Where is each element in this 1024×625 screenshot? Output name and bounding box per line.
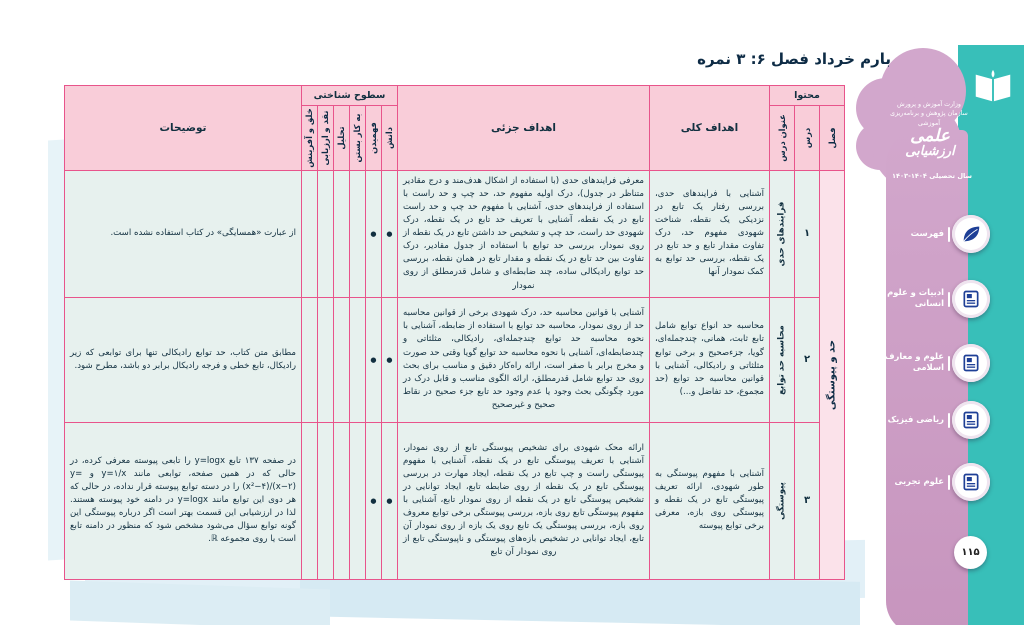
header-level-application: به کار بستن <box>349 106 365 171</box>
leaf-icon <box>960 223 982 245</box>
detailed-objectives-cell: ارائه محک شهودی برای تشخیص پیوستگی تابع از روی نمودار، آشنایی با تعریف پیوستگی تابع در یک نقطه، آشنایی با مفهوم پیوستگی راست و چپ تابع در یک نقطه، ایجاد مهارت در بررسی پیوستگی تابع در یک نقطه از روی ضابطه تابع، ایجاد توانایی در تشخیص پیوستگی تابع در یک نقطه از روی نمودار تابع، آشنایی با مفهوم پیوستگی تابع روی بازه، بررسی پیوستگی برخی توابع معروف روی بازه، بررسی پیوستگی یک تابع روی یک بازه از روی نمودار آن تابع، ایجاد توانایی در تشخیص بازه‌های پیوستگی و ناپیوستگی تابع از روی نمودار آن تابع <box>397 422 649 579</box>
level-dot-cell: ● <box>365 297 381 422</box>
curriculum-table <box>64 85 845 580</box>
book-icon <box>961 353 981 373</box>
level-dot-cell: ● <box>381 422 397 579</box>
academic-year: سال تحصیلی ۱۴۰۴-۱۴۰۳ <box>891 172 973 180</box>
header-level-creation: خلق و آفرینش <box>301 106 317 171</box>
lesson-number-cell: ۱ <box>795 171 820 298</box>
header-cognitive-group: سطوح شناختی <box>301 86 397 106</box>
math-physics-button[interactable] <box>952 401 990 439</box>
lesson-title-cell: محاسبه حد توابع <box>769 297 794 422</box>
experimental-sciences-button[interactable] <box>952 463 990 501</box>
level-dot-cell <box>317 422 333 579</box>
label-tick <box>948 356 951 371</box>
ministry-line1: وزارت آموزش و پرورش <box>897 101 961 108</box>
humanities-button[interactable] <box>952 280 990 318</box>
lesson-title-cell: پیوستگی <box>769 422 794 579</box>
header-notes: توضیحات <box>64 86 301 171</box>
level-dot-cell: ● <box>381 171 397 298</box>
label-tick <box>948 475 951 490</box>
label-tick <box>948 292 951 307</box>
detailed-objectives-cell: معرفی فرایندهای حدی (با استفاده از اشکال هدف‌مند و درج مقادیر متناظر در جدول)، درک اولیه مفهوم حد، حد چپ و حد راست با استفاده از فرایندهای حدی، آشنایی با مفهوم حد چپ و حد راست تابع در یک نقطه، آشنایی با تعریف حد تابع در یک نقطه، درک شهودی حد راست، حد چپ و تشخیص حد داشتن تابع در یک نقطه از روی نمودار، بررسی حد توابع با استفاده از جدول مقادیر، درک تفاوت بین حد تابع در یک نقطه و مقدار تابع در همان نقطه، بررسی حد توابع رادیکالی ساده، چند ضابطه‌ای و شامل قدرمطلق از روی نمودار <box>397 171 649 298</box>
header-level-evaluation: نقد و ارزیابی <box>317 106 333 171</box>
level-dot-cell: ● <box>381 297 397 422</box>
header-general-objectives: اهداف کلی <box>649 86 769 171</box>
label-tick <box>948 227 951 242</box>
header-level-analysis: تحلیل <box>333 106 349 171</box>
ministry-line2: سازمان پژوهش و برنامه‌ریزی آموزشی <box>890 110 968 127</box>
level-dot-cell <box>301 171 317 298</box>
sidebar-item-label: فهرست <box>910 228 944 238</box>
book-icon <box>961 289 981 309</box>
header-level-knowledge: دانش <box>381 106 397 171</box>
notes-cell: مطابق متن کتاب، حد توابع رادیکالی تنها برای توابعی که زیر رادیکال، تابع خطی و فرجه رادیکال برابر دو باشد، مطرح شود. <box>64 297 301 422</box>
sidebar-item-label: علوم تجربی <box>894 476 944 486</box>
header-lesson: درس <box>795 106 820 171</box>
lesson-number-cell: ۲ <box>795 297 820 422</box>
general-objectives-cell: محاسبه حد انواع توابع شامل تابع ثابت، همانی، چندجمله‌ای، گویا، جزءصحیح و برخی توابع مثلثاتی و رادیکالی، آشنایی با قوانین محاسبه حد توابع (حد مجموع، حد تفاضل و...) <box>649 297 769 422</box>
brand-calligraphy <box>884 128 976 159</box>
lesson-title-cell: فرایندهای حدی <box>769 171 794 298</box>
book-icon <box>961 472 981 492</box>
brand-line2: ارزشیابی <box>905 144 955 159</box>
level-dot-cell <box>317 171 333 298</box>
decorative-shape <box>48 139 64 560</box>
header-level-comprehension: فهمیدن <box>365 106 381 171</box>
header-content-group: محتوا <box>769 86 844 106</box>
general-objectives-cell: آشنایی با فرایندهای حدی، بررسی رفتار یک تابع در نزدیکی یک نقطه، شناخت شهودی مفهوم حد، درک تفاوت مقدار تابع و حد تابع در یک نقطه، بررسی حد توابع به کمک نمودار آنها <box>649 171 769 298</box>
general-objectives-cell: آشنایی با مفهوم پیوستگی به طور شهودی، ارائه تعریف پیوستگی تابع در یک نقطه و پیوستگی روی بازه، معرفی برخی توابع پیوسته <box>649 422 769 579</box>
sidebar-item-label: ادبیات و علوم انسانی <box>887 287 944 308</box>
notes-cell: در صفحه ۱۳۷ تابع y=logx را تابعی پیوسته معرفی کرده، در حالی که در همین صفحه، توابعی مانند y=۱/x و y=(x²−۴)/(x−۲) را در دسته توابع پیوسته قرار نداده، در حالی که هر دوی این توابع مانند y=logx در دامنه خود پیوسته هستند. لذا در ارزشیابی این قسمت بهتر است اگر درباره پیوستگی این گونه توابع سؤال می‌شود مشخص شود که منظور در دامنه تابع است یا روی مجموعه ℝ. <box>64 422 301 579</box>
islamic-studies-button[interactable] <box>952 344 990 382</box>
header-lesson-title: عنوان درس <box>769 106 794 171</box>
level-dot-cell <box>317 297 333 422</box>
level-dot-cell <box>349 297 365 422</box>
level-dot-cell <box>349 422 365 579</box>
level-dot-cell <box>301 422 317 579</box>
table-row <box>64 297 844 422</box>
table-row <box>64 171 844 298</box>
level-dot-cell: ● <box>365 422 381 579</box>
sidebar-item-label: علوم و معارف اسلامی <box>884 351 944 372</box>
page-title: بارم خرداد فصل ۶: ۳ نمره <box>697 50 891 68</box>
sidebar-item-label: ریاضی فیزیک <box>887 414 944 424</box>
lesson-number-cell: ۳ <box>795 422 820 579</box>
level-dot-cell <box>333 297 349 422</box>
level-dot-cell <box>333 422 349 579</box>
page-number-badge <box>954 536 987 569</box>
ministry-emblem-book-icon <box>970 66 1016 112</box>
header-chapter: فصل <box>820 106 845 171</box>
level-dot-cell <box>301 297 317 422</box>
book-icon <box>961 410 981 430</box>
level-dot-cell: ● <box>365 171 381 298</box>
level-dot-cell <box>333 171 349 298</box>
label-tick <box>948 413 951 428</box>
index-button[interactable] <box>952 215 990 253</box>
notes-cell: از عبارت «همسایگی» در کتاب استفاده نشده است. <box>64 171 301 298</box>
chapter-value-cell: حد و پیوستگی <box>820 171 845 580</box>
level-dot-cell <box>349 171 365 298</box>
page-number: ۱۱۵ <box>961 547 980 558</box>
ministry-text <box>886 100 972 128</box>
table-row <box>64 422 844 579</box>
header-detailed-objectives: اهداف جزئی <box>397 86 649 171</box>
detailed-objectives-cell: آشنایی با قوانین محاسبه حد، درک شهودی برخی از قوانین محاسبه حد از روی نمودار، محاسبه حد توابع با استفاده از ضابطه، آشنایی با نحوه محاسبه حد توابع چندجمله‌ای، رادیکالی، مثلثاتی و چندضابطه‌ای، آشنایی با نحوه محاسبه حد توابع گویا وقتی حد صورت و مخرج برابر با صفر است، ارائه راه‌کار دقیق و مناسب برای بحث روی حد توابع شامل قدرمطلق، ارائه الگوی مناسب و قابل درک در مورد چگونگی بحث وجود یا عدم وجود حد تابع جزء صحیح در نقاط صحیح و غیرصحیح <box>397 297 649 422</box>
brand-line1: علمی <box>910 126 950 146</box>
